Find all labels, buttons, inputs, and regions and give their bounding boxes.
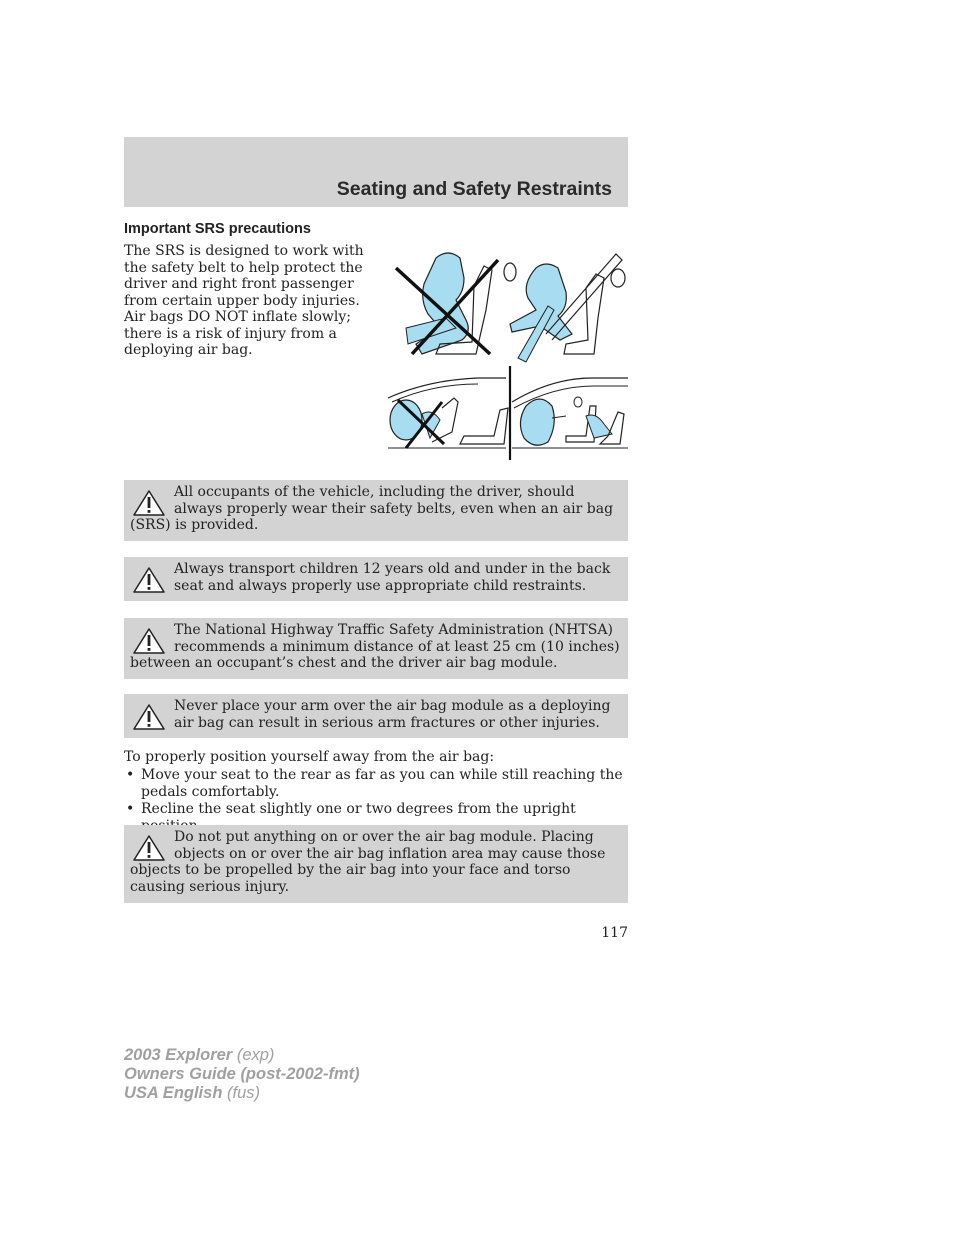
warning-text: Never place your arm over the air bag module as a deploying air bag can result in serious arm fractures or other injuries.	[174, 698, 611, 731]
warning-triangle-icon	[132, 627, 166, 655]
warning-box-children	[124, 557, 628, 601]
warning-triangle-icon	[132, 703, 166, 731]
document-footer: 2003 Explorer (exp) Owners Guide (post-2002-fmt) USA English (fus)	[124, 1046, 360, 1102]
warning-text: Do not put anything on or over the air bag module. Placing objects on or over the air bag inflation area may cause those objects to be propelled by the air bag into your face and torso causing serious injury.	[130, 829, 606, 895]
list-item: • Recline the seat slightly one or two degrees from the upright	[126, 801, 576, 817]
warning-triangle-icon	[132, 489, 166, 517]
warning-text: All occupants of the vehicle, including the driver, should always properly wear their safety belts, even when an air bag (SRS) is provided.	[130, 484, 614, 533]
positioning-lead: To properly position yourself away from the air bag:	[124, 749, 495, 765]
warning-box-arm-placement	[124, 694, 628, 738]
warning-triangle-icon	[132, 834, 166, 862]
warning-box-nhtsa-distance	[124, 618, 628, 679]
warning-text: The National Highway Traffic Safety Administration (NHTSA) recommends a minimum distance of at least 25 cm (10 inches) between an occupant’s chest and the driver air bag module.	[130, 622, 620, 671]
intro-paragraph: The SRS is designed to work with the safety belt to help protect the driver and right front passenger from certain upper body injuries. Air bags DO NOT inflate slowly; there is a risk of injury from a deploying air bag.	[124, 243, 364, 358]
warning-box-objects-on-module	[124, 825, 628, 903]
correct-position-figure	[510, 254, 625, 362]
section-heading: Important SRS precautions	[124, 221, 311, 237]
warning-box-seat-belts	[124, 480, 628, 541]
warning-text: Always transport children 12 years old and under in the back seat and always properly use appropriate child restraints.	[174, 561, 611, 594]
airbag-illustration	[386, 238, 628, 462]
page-number: 117	[601, 925, 628, 941]
too-close-figure	[396, 253, 516, 354]
child-front-seat-figure	[388, 378, 508, 448]
warning-triangle-icon	[132, 566, 166, 594]
page-title: Seating and Safety Restraints	[336, 178, 612, 200]
child-rear-seat-figure	[512, 378, 628, 448]
header-band	[124, 137, 628, 207]
list-item: • Move your seat to the rear as far as you can while still reaching the pedals comfortably.	[126, 767, 623, 800]
